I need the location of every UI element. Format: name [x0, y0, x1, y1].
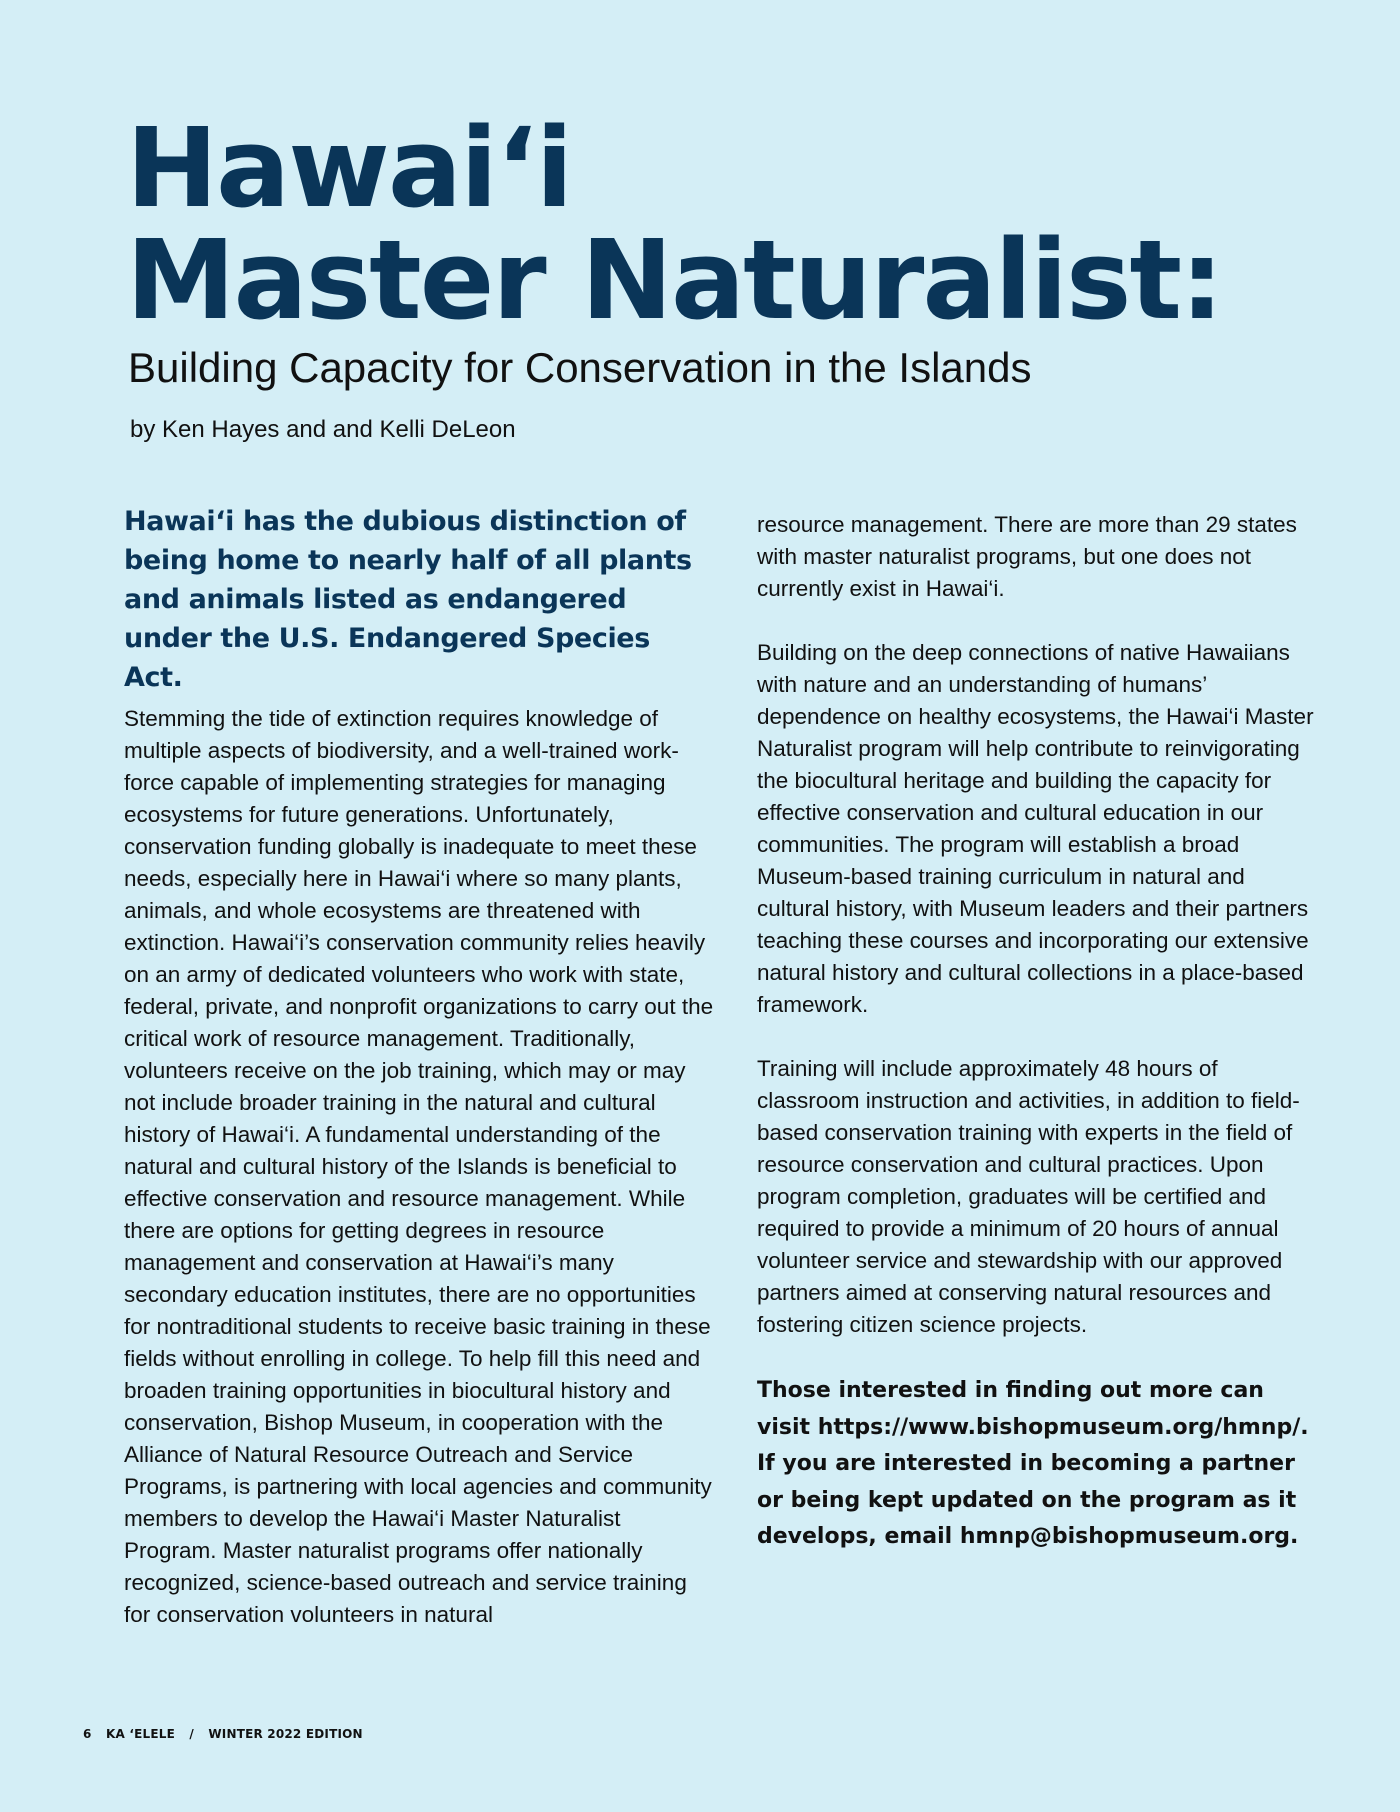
title-line-1: Hawai‘i	[126, 104, 572, 232]
byline: by Ken Hayes and and Kelli DeLeon	[130, 416, 516, 443]
right-column	[757, 509, 1317, 1556]
title-line-2: Master Naturalist:	[126, 216, 1223, 344]
publication-name: KA ‘ELELE	[105, 1727, 175, 1741]
page-number: 6	[83, 1727, 92, 1741]
left-column	[124, 502, 714, 1631]
article-title	[126, 104, 1223, 344]
page-footer	[83, 1726, 373, 1742]
body-paragraph-2: Building on the deep connections of native Hawaiians with nature and an understanding of humans’ dependence on healthy ecosystems, the Hawai‘i Master Naturalist program will help contribute to reinvigorating the biocultural heritage and building the capacity for effective conservation and cultural education in our communities. The program will establish a broad Museum-based training curriculum in natural and cultural history, with Museum leaders and their partners teaching these courses and incorporating our extensive natural history and cultural collections in a place-based framework.	[757, 640, 1314, 1017]
body-paragraph-1-part-2: resource management. There are more than 29 states with master naturalist programs, but one does not currently exist in Hawai‘i.	[757, 512, 1297, 601]
call-to-action: Those interested in finding out more can visit https://www.bishopmuseum.org/hmnp/. If you are interested in becoming a partner or being kept updated on the program as it develops, email hmnp@bishopmuseum.org.	[757, 1378, 1309, 1549]
body-paragraph-1-part-1: Stemming the tide of extinction requires knowledge of multiple aspects of biodiversity, and a well-trained work-force capable of implementing strategies for managing ecosystems for future generations. Unfortunately, conservation funding globally is inadequate to meet these needs, especially here in Hawai‘i where so many plants, animals, and whole ecosystems are threatened with extinction. Hawai‘i’s conservation community relies heavily on an army of dedicated volunteers who work with state, federal, private, and nonprofit organizations to carry out the critical work of resource management. Traditionally, volunteers receive on the job training, which may or may not include broader training in the natural and cultural history of Hawai‘i. A fundamental understanding of the natural and cultural history of the Islands is beneficial to effective conservation and resource management. While there are options for getting degrees in resource management and conservation at Hawai‘i’s many secondary education institutes, there are no opportunities for nontraditional students to receive basic training in these fields without enrolling in college. To help fill this need and broaden training opportunities in biocultural history and conservation, Bishop Museum, in cooperation with the Alliance of Natural Resource Outreach and Service Programs, is partnering with local agencies and community members to develop the Hawai‘i Master Naturalist Program. Master naturalist programs offer nationally recognized, science-based outreach and service training for conservation volunteers in natural	[124, 706, 714, 1627]
body-paragraph-3: Training will include approximately 48 hours of classroom instruction and activities, in addition to field-based conservation training with experts in the field of resource conservation and cultural practices. Upon program completion, graduates will be certified and required to provide a minimum of 20 hours of annual volunteer service and stewardship with our approved partners aimed at conserving natural resources and fostering citizen science projects.	[757, 1056, 1300, 1337]
footer-separator: /	[189, 1727, 194, 1741]
lead-paragraph: Hawai‘i has the dubious distinction of being home to nearly half of all plants and animals listed as endangered under the U.S. Endangered Species Act.	[124, 506, 692, 693]
edition-label: WINTER 2022 EDITION	[208, 1727, 363, 1741]
article-subtitle: Building Capacity for Conservation in the Islands	[128, 344, 1032, 391]
